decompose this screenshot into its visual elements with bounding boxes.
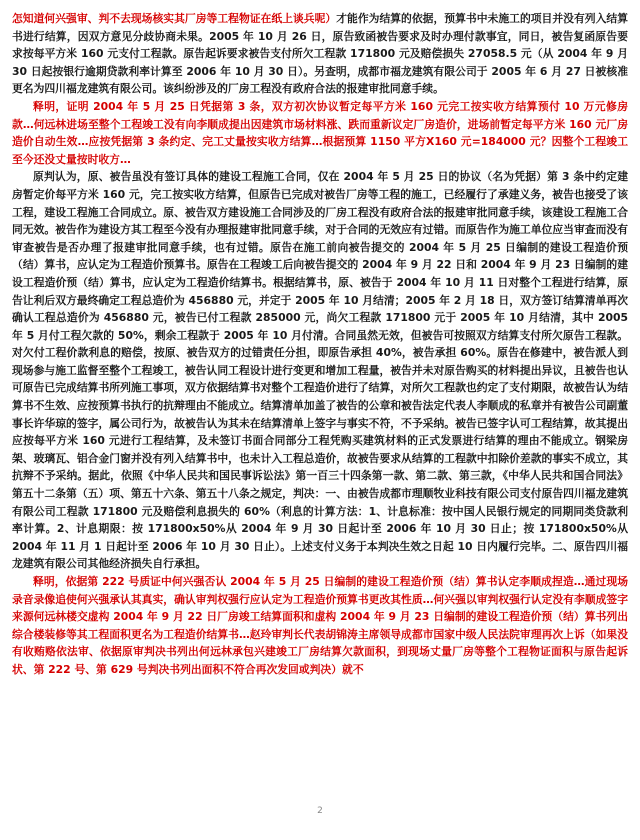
paragraph-4-red-annotation: 释明，依据第 222 号质证中何兴强否认 2004 年 5 月 25 日编制的建设工程造价预（结）算书认定李顺成捏造…通过现场录音录像追使何兴强承认其真实，确认审判权强行应认定为工程造价预算书更改其性质…何兴强以审判权强行认定没有李顺成签字来源何远林楼交虚构 2004 年 9 月 22 日厂房竣工结算面积和虚构 2004 年 9 月 23 日编制的建设工程造价预（结）算书列出综合楼装修等其工程面积更名为工程造价结算书…赵玲审判长代表胡锦涛主席领导成都市国家中级人民法院审理再次上诉（如果没有收贿赂依法审、依据原审判决书列出何远林承包兴建竣工厂房结算欠款面积，到现场丈量厂房等整个工程物证面积与原告起诉状、第 222 号、第 629 号判决书列出面积不符合再次发回或判决）就不 xyxy=(12,575,628,676)
paragraph-3-body: 原判认为，原、被告虽没有签订具体的建设工程施工合同，仅在 2004 年 5 月 25 日的协议（名为凭据）第 3 条中约定建房暂定价每平方米 160 元，完工按实收方结算，但原告已完成对被告厂房等工程的施工，已经履行了承建义务，被告也接受了该工程，建设工程施工合同成立。原、被告双方建设施工合同涉及的厂房工程没有政府合法的报建审批同意手续，该建设工程施工合同无效。被告作为建设方其工程至今没有办理报建审批同意手续，对于合同的无效应有过错。而原告作为施工单位应当审查而没有审查被告是否办理了报建审批同意手续，也有过错。原告在施工前向被告提交的 2004 年 5 月 25 日编制的建设工程造价预（结）算书，应认定为工程造价预算书。原告在工程竣工后向被告提交的 2004 年 9 月 22 日和 2004 年 9 月 23 日编制的建设工程造价预（结）算书，应认定为工程造价结算书。根据结算书，原、被告于 2004 年 10 月 11 日对整个工程进行结算，原告让利后双方最终确定工程总造价为 456880 元，并定于 2005 年 10 月结清；2005 年 2 月 18 日，双方签订结算清单再次确认工程总造价为 456880 元，被告已付工程款 285000 元，尚欠工程款 171800 元于 2005 年 10 月结清，其中 2005 年 5 月付工程欠款的 50%，剩余工程款于 2005 年 10 月付清。合同虽然无效，但被告可按照双方结算支付所欠原告工程款。对欠付工程价款利息的赔偿，按原、被告双方的过错责任分担，即原告承担 40%，被告承担 60%。原告在修建中，被告派人到现场参与施工监督至整个工程竣工，被告认同工程设计进行变更和增加工程量，被告并未对原告购买的材料提出异议，且被告也认可原告已完成结算书所列施工事项，双方依据结算书对整个工程造价进行了结算，对所欠工程款也约定了支付期限，故被告认为结算书不生效、应按预算书执行的抗辩理由不能成立。结算清单加盖了被告的公章和被告法定代表人李顺成的私章并有被告公司副董事长许华琼的签字，属公司行为，故被告认为其未在结算清单上签字与事实不符，不予采纳。被告已签字认可工程结算，故其提出应按每平方米 160 元进行工程结算，及未签订书面合同部分工程凭购买建筑材料的正式发票进行结算的理由不能成立。钢梁房架、玻璃瓦、铝合金门窗并没有列入结算书中，也未计入工程总造价，故被告要求从结算的工程款中扣除价差款的事实不成立，其抗辩不予采纳。据此，依照《中华人民共和国民事诉讼法》第一百三十四条第一款、第二款、第三款，《中华人民共和国合同法》第五十二条第（五）项、第五十六条、第五十八条之规定，判决：一、由被告成都市理顺牧业科技有限公司支付原告四川福龙建筑有限公司工程款 171800 元及赔偿利息损失的 60%（利息的计算方法：1、计息标准：按中国人民银行规定的同期同类贷款利率计算。2、计息期限：按 171800x50%从 2004 年 9 月 30 日起计至 2006 年 10 月 30 日止；按 171800x50%从 2004 年 11 月 1 日起计至 2006 年 10 月 30 日止）。上述支付义务于本判决生效之日起 10 日内履行完毕。二、原告四川福龙建筑有限公司其他经济损失自行承担。 xyxy=(12,170,628,571)
paragraph-1-red-annotation: 怎知道何兴强审、判不去现场核实其厂房等工程物证在纸上谈兵呢） xyxy=(12,12,337,25)
paragraph-3 xyxy=(12,168,628,573)
paragraph-4 xyxy=(12,573,628,679)
paragraph-1-body: 才能作为结算的依据，预算书中未施工的项目并没有列入结算书进行结算，因双方意见分歧协商未果。2005 年 10 月 26 日，原告致函被告要求及时办理付款事宜，同日，被告复函原告要求按每平方米 160 元支付工程款。原告起诉要求被告支付所欠工程款 171800 元及赔偿损失 27058.5 元（从 2004 年 9 月 30 日起按银行逾期贷款利率计算至 2006 年 10 月 30 日）。另查明，成都市福龙建筑有限公司于 2005 年 6 月 27 日被核准更名为四川福龙建筑有限公司。该纠纷涉及的厂房工程没有政府合法的报建审批同意手续。 xyxy=(12,12,629,96)
paragraph-2 xyxy=(12,98,628,168)
paragraph-2-red-annotation: 释明，证明 2004 年 5 月 25 日凭据第 3 条，双方初次协议暂定每平方米 160 元完工按实收方结算预付 10 万元修房款…何远林进场至整个工程竣工没有向李顺成提出因建筑市场材料涨、跌而重新议定厂房造价，进场前暂定每平方米 160 元厂房造价自动生效…应按凭据第 3 条约定、完工丈量按实收方结算…根据预算 1150 平方X160 元=184000 元？因整个工程竣工至今还没丈量按时收方… xyxy=(12,99,628,166)
paragraph-1 xyxy=(12,10,628,98)
page-number: 2 xyxy=(317,806,323,816)
